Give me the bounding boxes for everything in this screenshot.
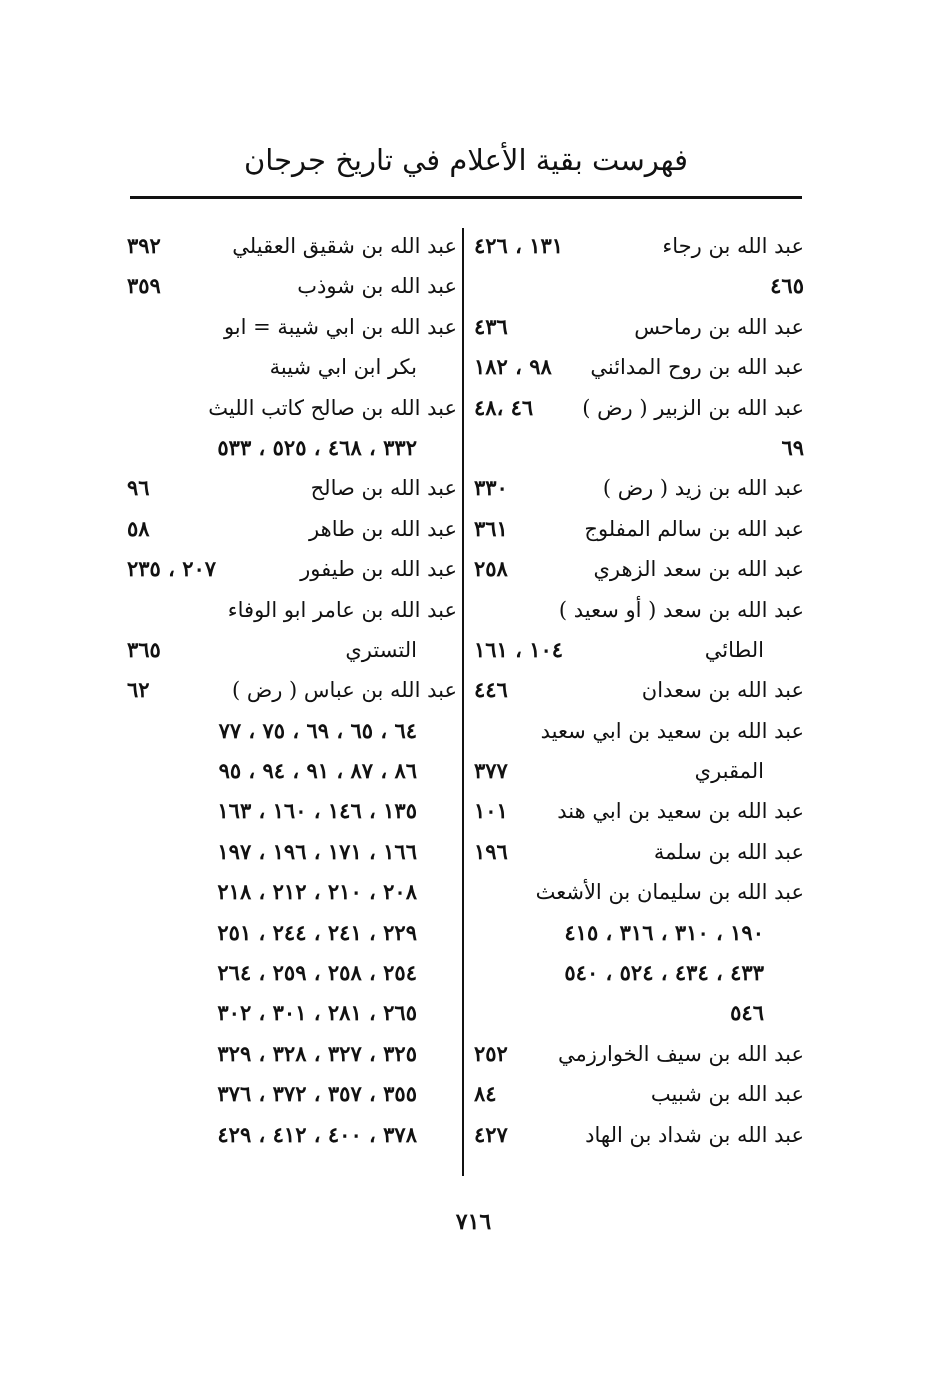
entry-name: عبد الله بن صالح [310,476,457,501]
index-entry [474,711,804,751]
entry-name: المقبري [694,759,764,784]
index-entry [474,953,804,993]
entry-pages: ١٣١ ، ٤٢٦ [474,233,564,258]
entry-pages: ٢٢٩ ، ٢٤١ ، ٢٤٤ ، ٢٥١ [217,919,417,945]
index-entry [127,388,457,428]
entry-pages: ١٩٠ ، ٣١٠ ، ٣١٦ ، ٤١٥ [564,919,764,945]
index-entry [474,832,804,872]
index-entry [474,468,804,508]
index-entry [474,670,804,710]
index-entry [127,549,457,589]
entry-name: عبد الله بن عباس ( رض ) [231,678,457,703]
entry-name: عبد الله بن سعيد بن ابي سعيد [540,718,804,743]
index-entry [474,590,804,630]
index-entry [474,307,804,347]
column-divider [462,228,464,1176]
entry-pages: ٢٥٨ [474,556,508,582]
entry-pages: ٣٩٢ [127,233,161,258]
entry-name: عبد الله بن طيفور [300,557,457,582]
entry-name: عبد الله بن صالح كاتب الليث [208,395,457,420]
entry-name: عبد الله بن سعدان [641,678,804,703]
index-column-right [474,226,804,1155]
index-entry [127,1115,457,1155]
entry-name: بكر ابن ابي شيبة [269,355,417,380]
entry-name: عبد الله بن عامر ابو الوفاء [227,597,457,622]
index-entry [127,307,457,347]
index-entry [127,913,457,953]
entry-name: عبد الله بن روح المدائني [590,355,804,380]
index-entry [127,347,457,387]
index-entry [474,1074,804,1114]
entry-name: عبد الله بن شبيب [650,1082,804,1107]
index-entry [127,670,457,710]
entry-name: التستري [345,637,417,662]
entry-name: عبد الله بن شقيق العقيلي [232,234,457,258]
entry-name: عبد الله بن شوذب [297,274,457,299]
index-entry [127,468,457,508]
index-entry [474,226,804,266]
entry-pages: ٢٦٥ ، ٢٨١ ، ٣٠١ ، ٣٠٢ [217,1000,417,1026]
index-entry [474,347,804,387]
entry-pages: ٤٤٦ [474,677,508,703]
entry-pages: ١٣٥ ، ١٤٦ ، ١٦٠ ، ١٦٣ [217,798,417,824]
index-entry [474,913,804,953]
entry-pages: ٢٠٧ ، ٢٣٥ [127,556,217,582]
entry-pages: ٥٨ [127,515,150,541]
index-entry [474,266,804,306]
index-entry [127,953,457,993]
entry-pages: ٦٤ ، ٦٥ ، ٦٩ ، ٧٥ ، ٧٧ [218,717,417,743]
index-entry [127,428,457,468]
entry-pages: ٢٠٨ ، ٢١٠ ، ٢١٢ ، ٢١٨ [217,879,417,905]
index-entry [127,590,457,630]
index-entry [127,266,457,306]
index-entry [474,1115,804,1155]
entry-name: عبد الله بن سلمة [653,839,804,864]
entry-name: الطائي [704,637,764,662]
index-entry [474,993,804,1033]
index-entry [474,630,804,670]
entry-pages: ٩٨ ، ١٨٢ [474,354,552,380]
index-entry [127,1074,457,1114]
index-entry [127,751,457,791]
entry-pages: ٩٦ [127,475,150,501]
index-entry [474,428,804,468]
entry-pages: ١٠١ [474,798,508,824]
index-entry [127,630,457,670]
entry-pages: ١٩٦ [474,838,508,864]
entry-pages: ٤٣٣ ، ٤٣٤ ، ٥٢٤ ، ٥٤٠ [564,960,764,986]
page-title: فهرست بقية الأعلام في تاريخ جرجان [243,143,689,177]
index-entry [127,993,457,1033]
entry-pages: ٣٣٠ [474,475,508,501]
index-column-left [127,226,457,1155]
index-entry [474,791,804,831]
entry-pages: ١٦٦ ، ١٧١ ، ١٩٦ ، ١٩٧ [217,838,417,864]
entry-pages: ٤٦ ،٤٨ [474,394,534,420]
entry-pages: ٢٥٤ ، ٢٥٨ ، ٢٥٩ ، ٢٦٤ [217,960,417,986]
entry-pages: ٨٦ ، ٨٧ ، ٩١ ، ٩٤ ، ٩٥ [218,758,417,784]
header-rule [130,196,802,199]
entry-pages: ٤٣٦ [474,313,508,339]
index-entry [127,872,457,912]
entry-pages: ٣٥٩ [127,273,161,299]
entry-pages: ٣٦١ [474,515,508,541]
page-number: ٧١٦ [455,1209,492,1235]
entry-pages: ٣٥٥ ، ٣٥٧ ، ٣٧٢ ، ٣٧٦ [217,1081,417,1107]
index-entry [127,509,457,549]
entry-name: عبد الله بن رجاء [662,234,804,258]
entry-pages: ٤٢٧ [474,1121,508,1147]
entry-pages: ٥٤٦ [730,1000,764,1026]
index-entry [127,1034,457,1074]
entry-name: عبد الله بن رماحس [634,314,804,339]
entry-pages: ٦٩ [781,434,804,460]
entry-pages: ٨٤ [474,1081,497,1107]
index-entry [474,1034,804,1074]
entry-name: عبد الله بن الزبير ( رض ) [582,395,804,420]
index-entry [474,751,804,791]
entry-name: عبد الله بن شداد بن الهاد [585,1122,804,1147]
entry-name: عبد الله بن ابي شيبة = ابو [223,314,457,339]
index-entry [474,872,804,912]
entry-pages: ٦٢ [127,677,150,703]
index-entry [474,388,804,428]
entry-name: عبد الله بن سليمان بن الأشعث [535,880,804,905]
index-entry [127,791,457,831]
entry-pages: ١٠٤ ، ١٦١ [474,636,564,662]
index-entry [474,549,804,589]
entry-pages: ٣٢٥ ، ٣٢٧ ، ٣٢٨ ، ٣٢٩ [217,1040,417,1066]
entry-name: عبد الله بن سالم المفلوج [584,516,804,541]
entry-name: عبد الله بن سعد الزهري [593,557,804,582]
entry-name: عبد الله بن سيف الخوارزمي [557,1041,804,1066]
index-entry [474,509,804,549]
entry-name: عبد الله بن طاهر [309,516,457,541]
entry-name: عبد الله بن سعد ( أو سعيد ) [558,597,804,622]
entry-name: عبد الله بن زيد ( رض ) [602,476,804,501]
entry-pages: ٤٦٥ [770,273,804,299]
index-entry [127,226,457,266]
index-entry [127,832,457,872]
entry-pages: ٣٣٢ ، ٤٦٨ ، ٥٢٥ ، ٥٣٣ [217,434,417,460]
entry-pages: ٢٥٢ [474,1040,508,1066]
entry-pages: ٣٧٨ ، ٤٠٠ ، ٤١٢ ، ٤٢٩ [217,1121,417,1147]
index-entry [127,711,457,751]
entry-pages: ٣٦٥ [127,636,161,662]
entry-pages: ٣٧٧ [474,758,508,784]
entry-name: عبد الله بن سعيد بن ابي هند [557,799,804,824]
